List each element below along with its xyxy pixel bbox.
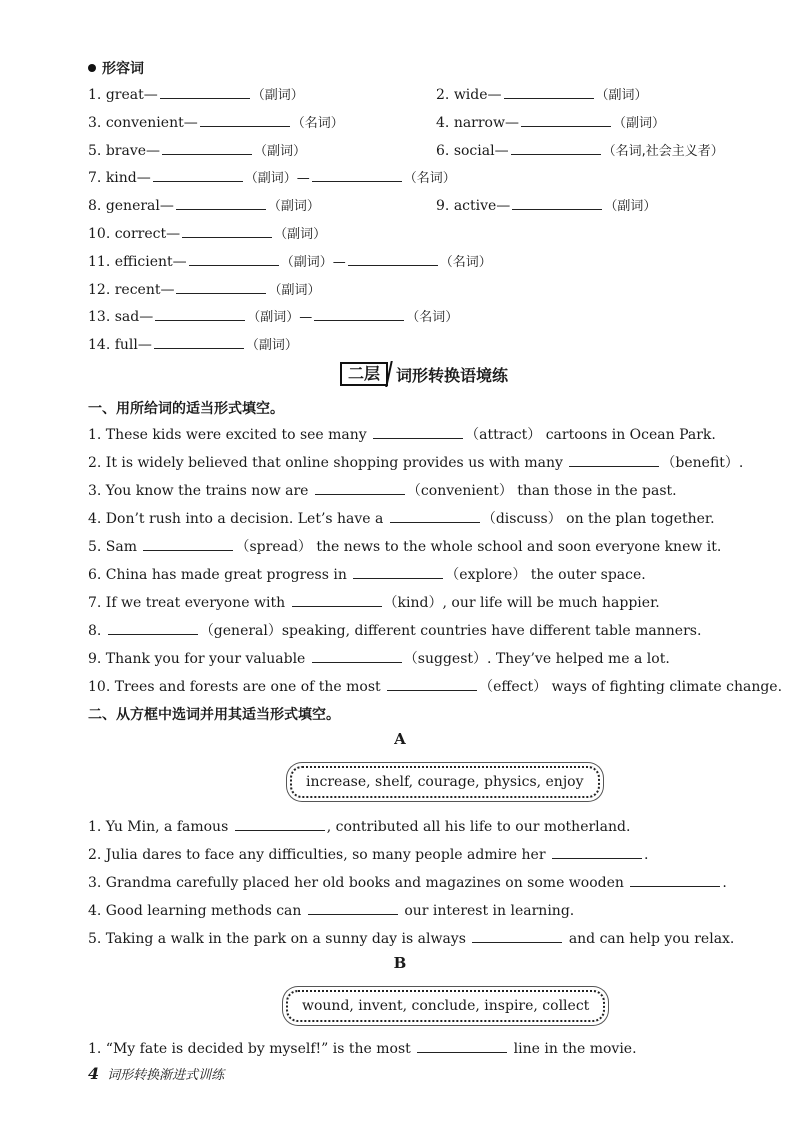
exercise-item: 7. If we treat everyone with （kind）, our life will be much happier. [88,592,660,613]
section-heading-adjectives: 形容词 [88,58,144,78]
adjective-item-1: 1. great— （副词） [88,84,304,106]
adjective-item-11: 11. efficient— （副词）— （名词） [88,251,492,273]
answer-blank[interactable] [348,251,438,266]
answer-blank[interactable] [312,648,402,663]
answer-blank[interactable] [417,1038,507,1053]
answer-blank[interactable] [153,167,243,182]
answer-blank[interactable] [155,306,245,321]
answer-blank[interactable] [630,872,720,887]
bullet-icon [88,64,96,72]
answer-blank[interactable] [108,620,198,635]
answer-blank[interactable] [387,676,477,691]
exercise-item: 4. Don’t rush into a decision. Let’s have a （discuss） on the plan together. [88,508,715,529]
answer-blank[interactable] [315,480,405,495]
answer-blank[interactable] [292,592,382,607]
answer-blank[interactable] [521,112,611,127]
adjective-item-13: 13. sad— （副词）— （名词） [88,306,458,328]
adjective-item-9: 9. active— （副词） [436,195,656,217]
exercise-item: 6. China has made great progress in （explore） the outer space. [88,564,646,585]
exercise-item: 9. Thank you for your valuable （suggest）. They’ve helped me a lot. [88,648,670,669]
exercise-item: 4. Good learning methods can our interest in learning. [88,900,574,921]
answer-blank[interactable] [472,928,562,943]
answer-blank[interactable] [390,508,480,523]
answer-blank[interactable] [182,223,272,238]
answer-blank[interactable] [200,112,290,127]
page-number: 4 [88,1064,100,1083]
answer-blank[interactable] [314,306,404,321]
adjective-item-14: 14. full— （副词） [88,334,298,356]
answer-blank[interactable] [189,251,279,266]
answer-blank[interactable] [143,536,233,551]
adjective-item-4: 4. narrow— （副词） [436,112,665,134]
answer-blank[interactable] [511,140,601,155]
word-box-a: increase, shelf, courage, physics, enjoy [290,766,600,798]
layer-title [340,362,508,386]
adjective-item-10: 10. correct— （副词） [88,223,326,245]
adjective-item-12: 12. recent— （副词） [88,279,320,301]
adjective-item-3: 3. convenient— （名词） [88,112,344,134]
answer-blank[interactable] [162,140,252,155]
part2-heading: 二、从方框中选词并用其适当形式填空。 [88,707,340,723]
group-label-b: B [393,954,407,972]
adjective-item-5: 5. brave— （副词） [88,140,306,162]
answer-blank[interactable] [569,452,659,467]
answer-blank[interactable] [504,84,594,99]
answer-blank[interactable] [552,844,642,859]
exercise-item: 1. Yu Min, a famous , contributed all his life to our motherland. [88,816,630,837]
answer-blank[interactable] [235,816,325,831]
answer-blank[interactable] [154,334,244,349]
layer-title-text: 词形转换语境练 [396,365,509,385]
answer-blank[interactable] [353,564,443,579]
group-label-a: A [394,730,406,748]
exercise-item: 10. Trees and forests are one of the most （effect） ways of fighting climate change. [88,676,782,697]
answer-blank[interactable] [512,195,602,210]
adjective-item-2: 2. wide— （副词） [436,84,648,106]
exercise-item: 5. Sam （spread） the news to the whole school and soon everyone knew it. [88,536,721,557]
exercise-item: 2. It is widely believed that online shopping provides us with many （benefit）. [88,452,743,473]
adjective-item-6: 6. social— （名词,社会主义者） [436,140,724,162]
exercise-item: 2. Julia dares to face any difficulties, so many people admire her . [88,844,648,865]
exercise-item: 3. Grandma carefully placed her old books and magazines on some wooden . [88,872,727,893]
exercise-item: 5. Taking a walk in the park on a sunny day is always and can help you relax. [88,928,734,949]
adjective-item-8: 8. general— （副词） [88,195,320,217]
word-box-b: wound, invent, conclude, inspire, collect [286,990,605,1022]
exercise-item: 8. （general）speaking, different countries have different table manners. [88,620,701,641]
layer-badge: 二层 [340,362,388,386]
part1-heading: 一、用所给词的适当形式填空。 [88,401,284,417]
answer-blank[interactable] [312,167,402,182]
answer-blank[interactable] [176,279,266,294]
answer-blank[interactable] [176,195,266,210]
exercise-item: 1. These kids were excited to see many （attract） cartoons in Ocean Park. [88,424,716,445]
footer-title: 词形转换渐进式训练 [107,1068,225,1083]
exercise-item: 3. You know the trains now are （convenient） than those in the past. [88,480,677,501]
answer-blank[interactable] [160,84,250,99]
answer-blank[interactable] [373,424,463,439]
page-footer [88,1064,224,1083]
exercise-item: 1. “My fate is decided by myself!” is the most line in the movie. [88,1038,637,1059]
answer-blank[interactable] [308,900,398,915]
adjective-item-7: 7. kind— （副词）— （名词） [88,167,456,189]
